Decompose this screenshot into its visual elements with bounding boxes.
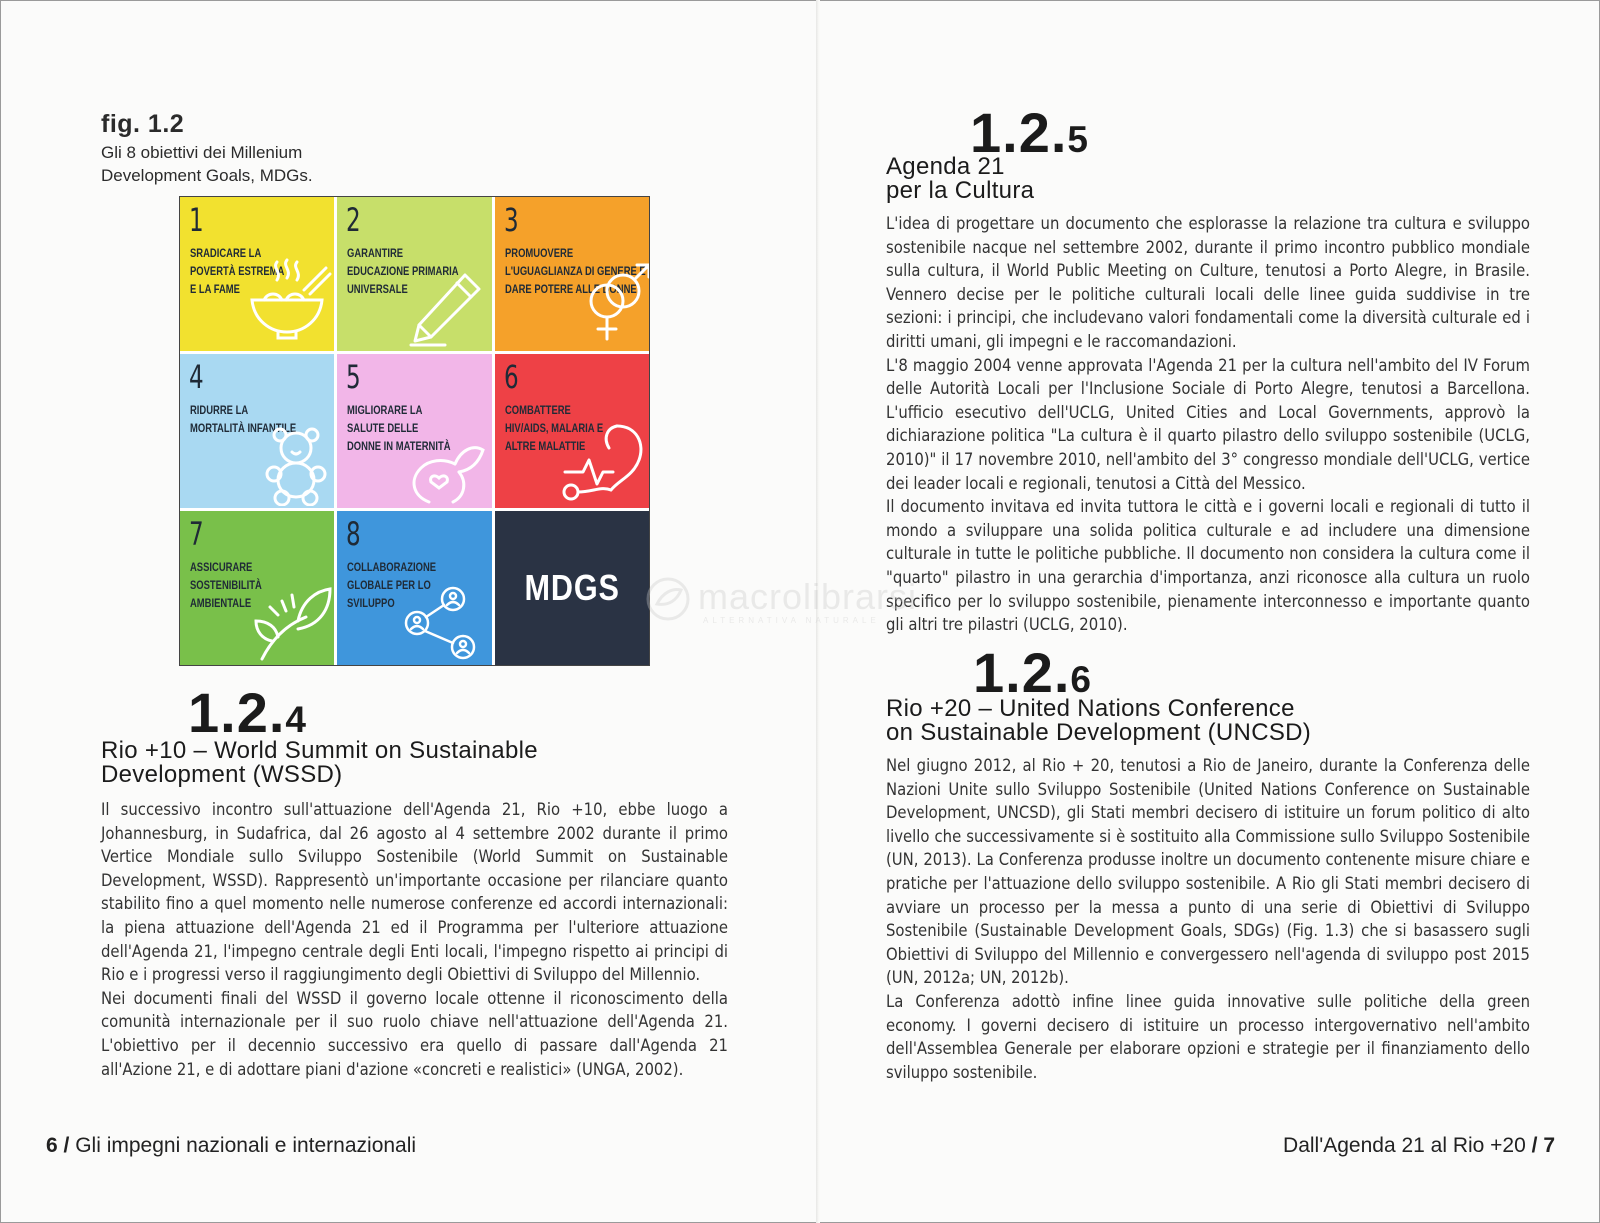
figure-title: fig. 1.2 <box>101 110 185 138</box>
tile-number: 1 <box>189 201 204 239</box>
mdg-tile-6 <box>495 354 649 508</box>
section-title-line: Agenda 21 <box>886 153 1005 180</box>
teddy-bear-icon <box>260 426 332 506</box>
section-number-1-2-4 <box>188 680 306 745</box>
section-title-1-2-5 <box>886 155 1034 203</box>
section-title-1-2-4 <box>101 739 538 787</box>
section-number-sub: 5 <box>1067 119 1088 160</box>
running-title: Dall'Agenda 21 al Rio +20 <box>1283 1134 1526 1157</box>
watermark-subtext: ALTERNATIVA NATURALE <box>703 616 880 625</box>
tile-text: COLLABORAZIONE GLOBALE PER LO SVILUPPO <box>347 562 437 610</box>
tile-number: 6 <box>503 358 519 396</box>
pregnant-woman-icon <box>399 426 489 506</box>
section-number-main: 1.2. <box>973 641 1071 704</box>
paragraph: Il documento invitava ed invita tuttora le città e i governi locali e regionali di tutto il mondo a sviluppare una solida politica culturale e ad includere una dimensione culturale in tutte le politiche pubbliche. Il documento non considera la cultura come il "quarto" pilastro in una gerarchia d'importanza, anzi riconosce alla cultura un ruolo specifico per lo sviluppo sostenibile, pienamente interconnesso e importante quanto gli altri tre pilastri (UCLG, 2010). <box>886 497 1530 635</box>
mdg-tile-5 <box>337 354 491 508</box>
tile-text: PROMUOVERE L'UGUAGLIANZA DI GENERE E DARE POTERE ALLE DONNE <box>504 248 646 296</box>
paragraph: L'8 maggio 2004 venne approvata l'Agenda 21 per la cultura nell'ambito del IV Forum delle Autorità Locali per l'Inclusione Sociale di Porto Alegre, tenutosi a Barcellona. L'ufficio esecutivo dell'UCLG, United Cities and Local Governments, approvò la dichiarazione politica "La cultura è il quarto pilastro dello sviluppo sostenibile (UCLG, 2010)" il 17 novembre 2010, nell'ambito del 3° congresso mondiale dell'UCLG, vertice dei leader locali e regionali, tenutosi a Città del Messico. <box>886 355 1530 493</box>
right-page <box>818 0 1600 1223</box>
running-title: Gli impegni nazionali e internazionali <box>75 1134 417 1157</box>
pencil-icon <box>405 269 485 349</box>
mdg-tile-8 <box>337 511 491 665</box>
section-body-1-2-4 <box>101 798 728 1081</box>
stethoscope-icon <box>557 420 647 502</box>
leaf-icon <box>252 581 334 663</box>
mdg-tile-3 <box>495 197 649 351</box>
rice-bowl-icon <box>242 252 332 342</box>
paragraph: Nel giugno 2012, al Rio + 20, tenutosi a Rio de Janeiro, durante la Conferenza delle Nazioni Unite sullo Sviluppo Sostenibile (United Nations Conference on Sustainable Development, UNCSD), gli Stati membri decisero di istituire un forum politico di alto livello che successivamente si è sostituito alla Commissione sullo Sviluppo Sostenibile (UN, 2013). La Conferenza produsse inoltre un documento contenente misure chiare e pratiche per l'attuazione dello sviluppo sostenibile. A Rio gli Stati membri decisero di avviare un processo per la messa a punto di una serie di Obiettivi di Sviluppo Sostenibile (Sustainable Development Goals, SDGs) (Fig. 1.3) che si basassero sugli Obiettivi di Sviluppo del Millennio e convergessero nell'agenda di sviluppo post 2015 (UN, 2012a; UN, 2012b). <box>886 756 1530 988</box>
tile-number: 2 <box>346 201 361 239</box>
tile-number: 3 <box>503 201 519 239</box>
page-number: 6 <box>46 1134 58 1157</box>
section-title-line: Rio +20 – United Nations Conference <box>886 695 1295 722</box>
section-title-line: Development (WSSD) <box>101 761 343 788</box>
tile-text: GARANTIRE EDUCAZIONE PRIMARIA UNIVERSALE <box>347 248 459 296</box>
tile-text: SRADICARE LA POVERTÀ ESTREMA E LA FAME <box>190 248 284 296</box>
mdg-tile-7 <box>180 511 334 665</box>
network-people-icon <box>403 585 487 663</box>
section-title-line: Rio +10 – World Summit on Sustainable <box>101 737 538 764</box>
tile-number: 8 <box>346 515 361 553</box>
tile-number: 7 <box>189 515 204 553</box>
section-body-1-2-6 <box>886 754 1530 1084</box>
paragraph: L'idea di progettare un documento che esplorasse la relazione tra cultura e sviluppo sostenibile nacque nel settembre 2002, durante il primo incontro pubblico mondiale sulla cultura, il World Public Meeting on Culture, tenutosi a Porto Alegre, in Brasile. Vennero decise per le politiche culturali locali delle linee guida suddivise in tre sezioni: i principi, che includevano valori fondamentali come la diversità culturale ed i diritti umani, gli impegni e le raccomandazioni. <box>886 214 1530 351</box>
mdgs-label-tile <box>495 511 649 665</box>
section-number-sub: 4 <box>285 699 306 740</box>
paragraph: La Conferenza adottò infine linee guida innovative sulle politiche della green economy. I governi decisero di istituire un processo intergovernativo nell'ambito dell'Assemblea Generale per elaborare opzioni e strategie per il finanziamento dello sviluppo sostenibile. <box>886 991 1530 1082</box>
paragraph: Nei documenti finali del WSSD il governo locale ottenne il riconoscimento della comunità internazionale per il suo ruolo chiave nell'attuazione dell'Agenda 21. L'obiettivo per il decennio successivo era quello di passare dall'Agenda 21 all'Azione 21, e di adottare piani d'azione «concreti e realistici» (UNGA, 2002). <box>101 988 728 1079</box>
tile-number: 4 <box>189 358 204 396</box>
tile-text: COMBATTERE HIV/AIDS, MALARIA E ALTRE MALATTIE <box>504 405 603 453</box>
footer-separator: / <box>57 1134 76 1157</box>
section-number-main: 1.2. <box>188 681 286 744</box>
page-number: 7 <box>1543 1134 1555 1157</box>
left-page-footer <box>46 1134 416 1158</box>
tile-number: 5 <box>346 358 361 396</box>
section-title-line: per la Cultura <box>886 177 1035 204</box>
tile-text: ASSICURARE SOSTENIBILITÀ AMBIENTALE <box>190 562 262 610</box>
mdg-tile-1 <box>180 197 334 351</box>
tile-text: RIDURRE LA MORTALITÀ INFANTILE <box>190 405 297 435</box>
mdg-tile-2 <box>337 197 491 351</box>
section-number-main: 1.2. <box>970 101 1068 164</box>
watermark-text: macrolibrarsi <box>698 576 918 617</box>
mdgs-label: MDGS <box>524 567 620 608</box>
mdg-goals-grid <box>179 196 650 666</box>
tile-text: MIGLIORARE LA SALUTE DELLE DONNE IN MATERNITÀ <box>347 405 451 453</box>
section-title-1-2-6 <box>886 697 1311 745</box>
section-number-sub: 6 <box>1070 659 1091 700</box>
figure-caption: Gli 8 obiettivi dei Millenium Development Goals, MDGs. <box>101 143 313 185</box>
section-title-line: on Sustainable Development (UNCSD) <box>886 719 1312 746</box>
watermark <box>643 572 923 632</box>
section-body-1-2-5 <box>886 212 1530 637</box>
watermark-logo-icon <box>643 574 693 624</box>
footer-separator: / <box>1525 1134 1544 1157</box>
right-page-footer <box>1283 1134 1555 1158</box>
gender-symbols-icon <box>585 259 649 344</box>
paragraph: Il successivo incontro sull'attuazione dell'Agenda 21, Rio +10, ebbe luogo a Johannesburg, in Sudafrica, dal 26 agosto al 4 settembre 2002 durante il primo Vertice Mondiale sullo Sviluppo Sostenibile (World Summit on Sustainable Development, WSSD). Rappresentò un'importante occasione per rilanciare quanto stabilito fino a quel momento nelle numerose conferenze ed accordi internazionali: la piena attuazione dell'Agenda 21 ed il Programma per l'ulteriore attuazione dell'Agenda 21, l'impegno centrale degli Enti locali, l'impegno rispetto ai principi di Rio e i progressi verso il raggiungimento degli Obiettivi di Sviluppo del Millennio. <box>101 800 728 985</box>
mdg-tile-4 <box>180 354 334 508</box>
